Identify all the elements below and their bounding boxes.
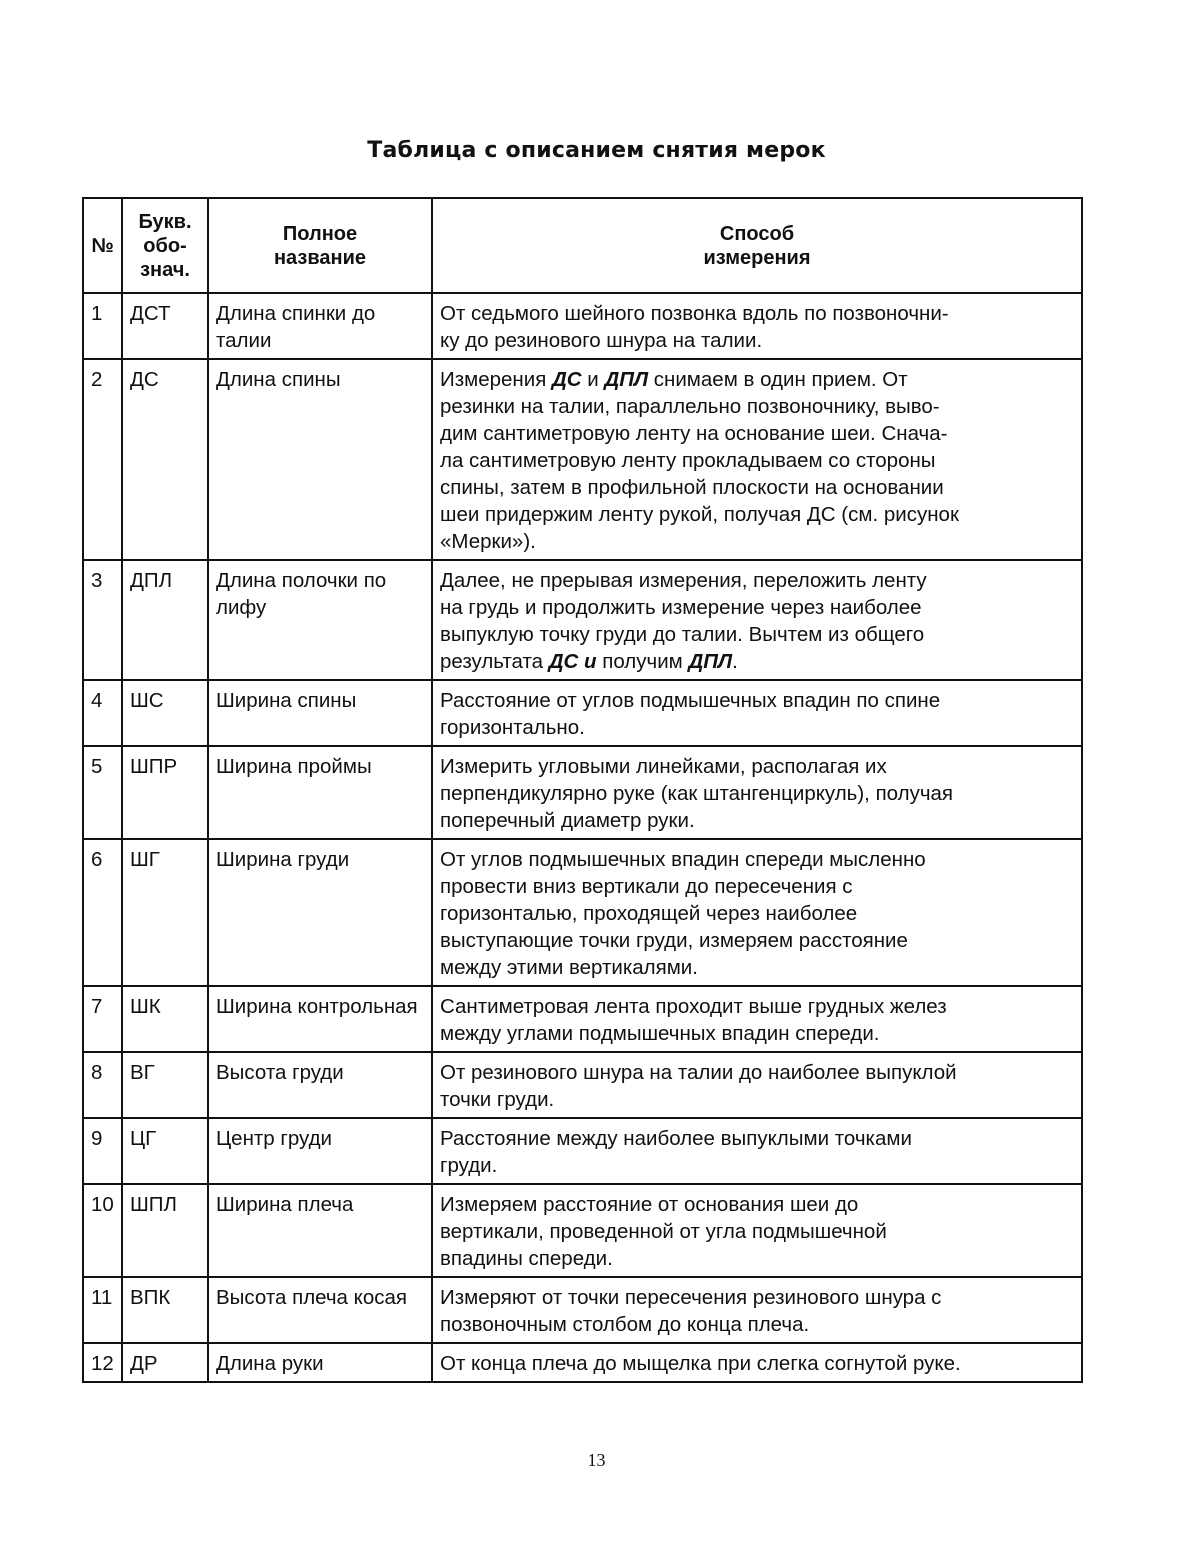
method-text-segment: и (581, 368, 605, 391)
method-text-segment: получим (596, 650, 689, 673)
row-method (432, 680, 1082, 746)
row-full-name: Ширина контрольная (208, 986, 432, 1052)
row-abbreviation: ШГ (122, 839, 208, 986)
row-number: 1 (83, 293, 122, 359)
header-abbreviation: Букв. обо- знач. (122, 198, 208, 293)
table-row (83, 839, 1082, 986)
row-abbreviation: ВПК (122, 1277, 208, 1343)
method-text-segment: снимаем в один прием. От резинки на талии, параллельно позвоночнику, выво- дим сантиметровую ленту на основание шеи. Снача- ла сантиметровую ленту прокладываем со стороны спины, затем в профильной плоскости на основании шеи придержим ленту рукой, получая ДС (см. рисунок «Мерки»). (440, 368, 959, 553)
row-abbreviation: ВГ (122, 1052, 208, 1118)
row-abbreviation: ДПЛ (122, 560, 208, 680)
table-row (83, 1118, 1082, 1184)
row-abbreviation: ДС (122, 359, 208, 560)
method-text-segment: От седьмого шейного позвонка вдоль по позвоночни- ку до резинового шнура на талии. (440, 302, 949, 352)
emphasized-abbreviation: ДПЛ (688, 650, 733, 673)
table-row (83, 359, 1082, 560)
row-method (432, 746, 1082, 839)
row-number: 8 (83, 1052, 122, 1118)
emphasized-abbreviation: ДС и (548, 650, 597, 673)
table-row (83, 1184, 1082, 1277)
row-full-name: Высота груди (208, 1052, 432, 1118)
method-text-segment: Расстояние от углов подмышечных впадин по спине горизонтально. (440, 689, 941, 739)
table-row (83, 680, 1082, 746)
row-number: 6 (83, 839, 122, 986)
row-number: 5 (83, 746, 122, 839)
row-number: 12 (83, 1343, 122, 1382)
table-header-row (83, 198, 1082, 293)
row-method (432, 1277, 1082, 1343)
table-body (83, 293, 1082, 1382)
row-method (432, 839, 1082, 986)
header-number: № (83, 198, 122, 293)
method-text-segment: Расстояние между наиболее выпуклыми точками груди. (440, 1127, 912, 1177)
measurements-table (82, 197, 1083, 1383)
row-number: 4 (83, 680, 122, 746)
method-text-segment: Далее, не прерывая измерения, переложить ленту на грудь и продолжить измерение через наиболее выпуклую точку груди до талии. Вычтем из общего результата (440, 569, 927, 673)
page-number: 13 (587, 1450, 606, 1470)
method-text-segment: От конца плеча до мыщелка при слегка согнутой руке. (440, 1352, 961, 1375)
method-text-segment: Измеряют от точки пересечения резинового шнура с позвоночным столбом до конца плеча. (440, 1286, 942, 1336)
table-row (83, 1343, 1082, 1382)
method-text-segment: Измерить угловыми линейками, располагая их перпендикулярно руке (как штангенциркуль), получая поперечный диаметр руки. (440, 755, 954, 832)
row-abbreviation: ДСТ (122, 293, 208, 359)
row-number: 2 (83, 359, 122, 560)
row-full-name: Ширина проймы (208, 746, 432, 839)
row-abbreviation: ЦГ (122, 1118, 208, 1184)
row-method (432, 1052, 1082, 1118)
row-abbreviation: ШК (122, 986, 208, 1052)
row-full-name: Длина спинки до талии (208, 293, 432, 359)
row-full-name: Ширина спины (208, 680, 432, 746)
table-row (83, 560, 1082, 680)
row-number: 11 (83, 1277, 122, 1343)
method-text-segment: От резинового шнура на талии до наиболее выпуклой точки груди. (440, 1061, 957, 1111)
row-abbreviation: ШПЛ (122, 1184, 208, 1277)
row-number: 3 (83, 560, 122, 680)
row-abbreviation: ДР (122, 1343, 208, 1382)
method-text-segment: Измеряем расстояние от основания шеи до вертикали, проведенной от угла подмышечной впадины спереди. (440, 1193, 887, 1270)
row-full-name: Длина руки (208, 1343, 432, 1382)
row-method (432, 560, 1082, 680)
row-method (432, 1118, 1082, 1184)
row-method (432, 293, 1082, 359)
row-full-name: Центр груди (208, 1118, 432, 1184)
emphasized-abbreviation: ДС (552, 368, 582, 391)
row-full-name: Высота плеча косая (208, 1277, 432, 1343)
row-number: 7 (83, 986, 122, 1052)
table-row (83, 1052, 1082, 1118)
row-full-name: Ширина груди (208, 839, 432, 986)
emphasized-abbreviation: ДПЛ (604, 368, 649, 391)
row-method (432, 1184, 1082, 1277)
row-number: 9 (83, 1118, 122, 1184)
method-text-segment: От углов подмышечных впадин спереди мысленно провести вниз вертикали до пересечения с горизонталью, проходящей через наиболее выступающие точки груди, измеряем расстояние между этими вертикалями. (440, 848, 926, 979)
table-row (83, 986, 1082, 1052)
header-full-name: Полное название (208, 198, 432, 293)
row-full-name: Ширина плеча (208, 1184, 432, 1277)
row-method (432, 1343, 1082, 1382)
header-method: Способ измерения (432, 198, 1082, 293)
row-full-name: Длина полочки по лифу (208, 560, 432, 680)
row-abbreviation: ШПР (122, 746, 208, 839)
method-text-segment: Сантиметровая лента проходит выше грудных желез между углами подмышечных впадин спереди. (440, 995, 947, 1045)
row-number: 10 (83, 1184, 122, 1277)
table-row (83, 293, 1082, 359)
table-row (83, 746, 1082, 839)
page-title: Таблица с описанием снятия мерок (367, 138, 826, 163)
row-method (432, 986, 1082, 1052)
row-full-name: Длина спины (208, 359, 432, 560)
table-row (83, 1277, 1082, 1343)
row-method (432, 359, 1082, 560)
row-abbreviation: ШС (122, 680, 208, 746)
method-text-segment: . (732, 650, 738, 673)
method-text-segment: Измерения (440, 368, 552, 391)
